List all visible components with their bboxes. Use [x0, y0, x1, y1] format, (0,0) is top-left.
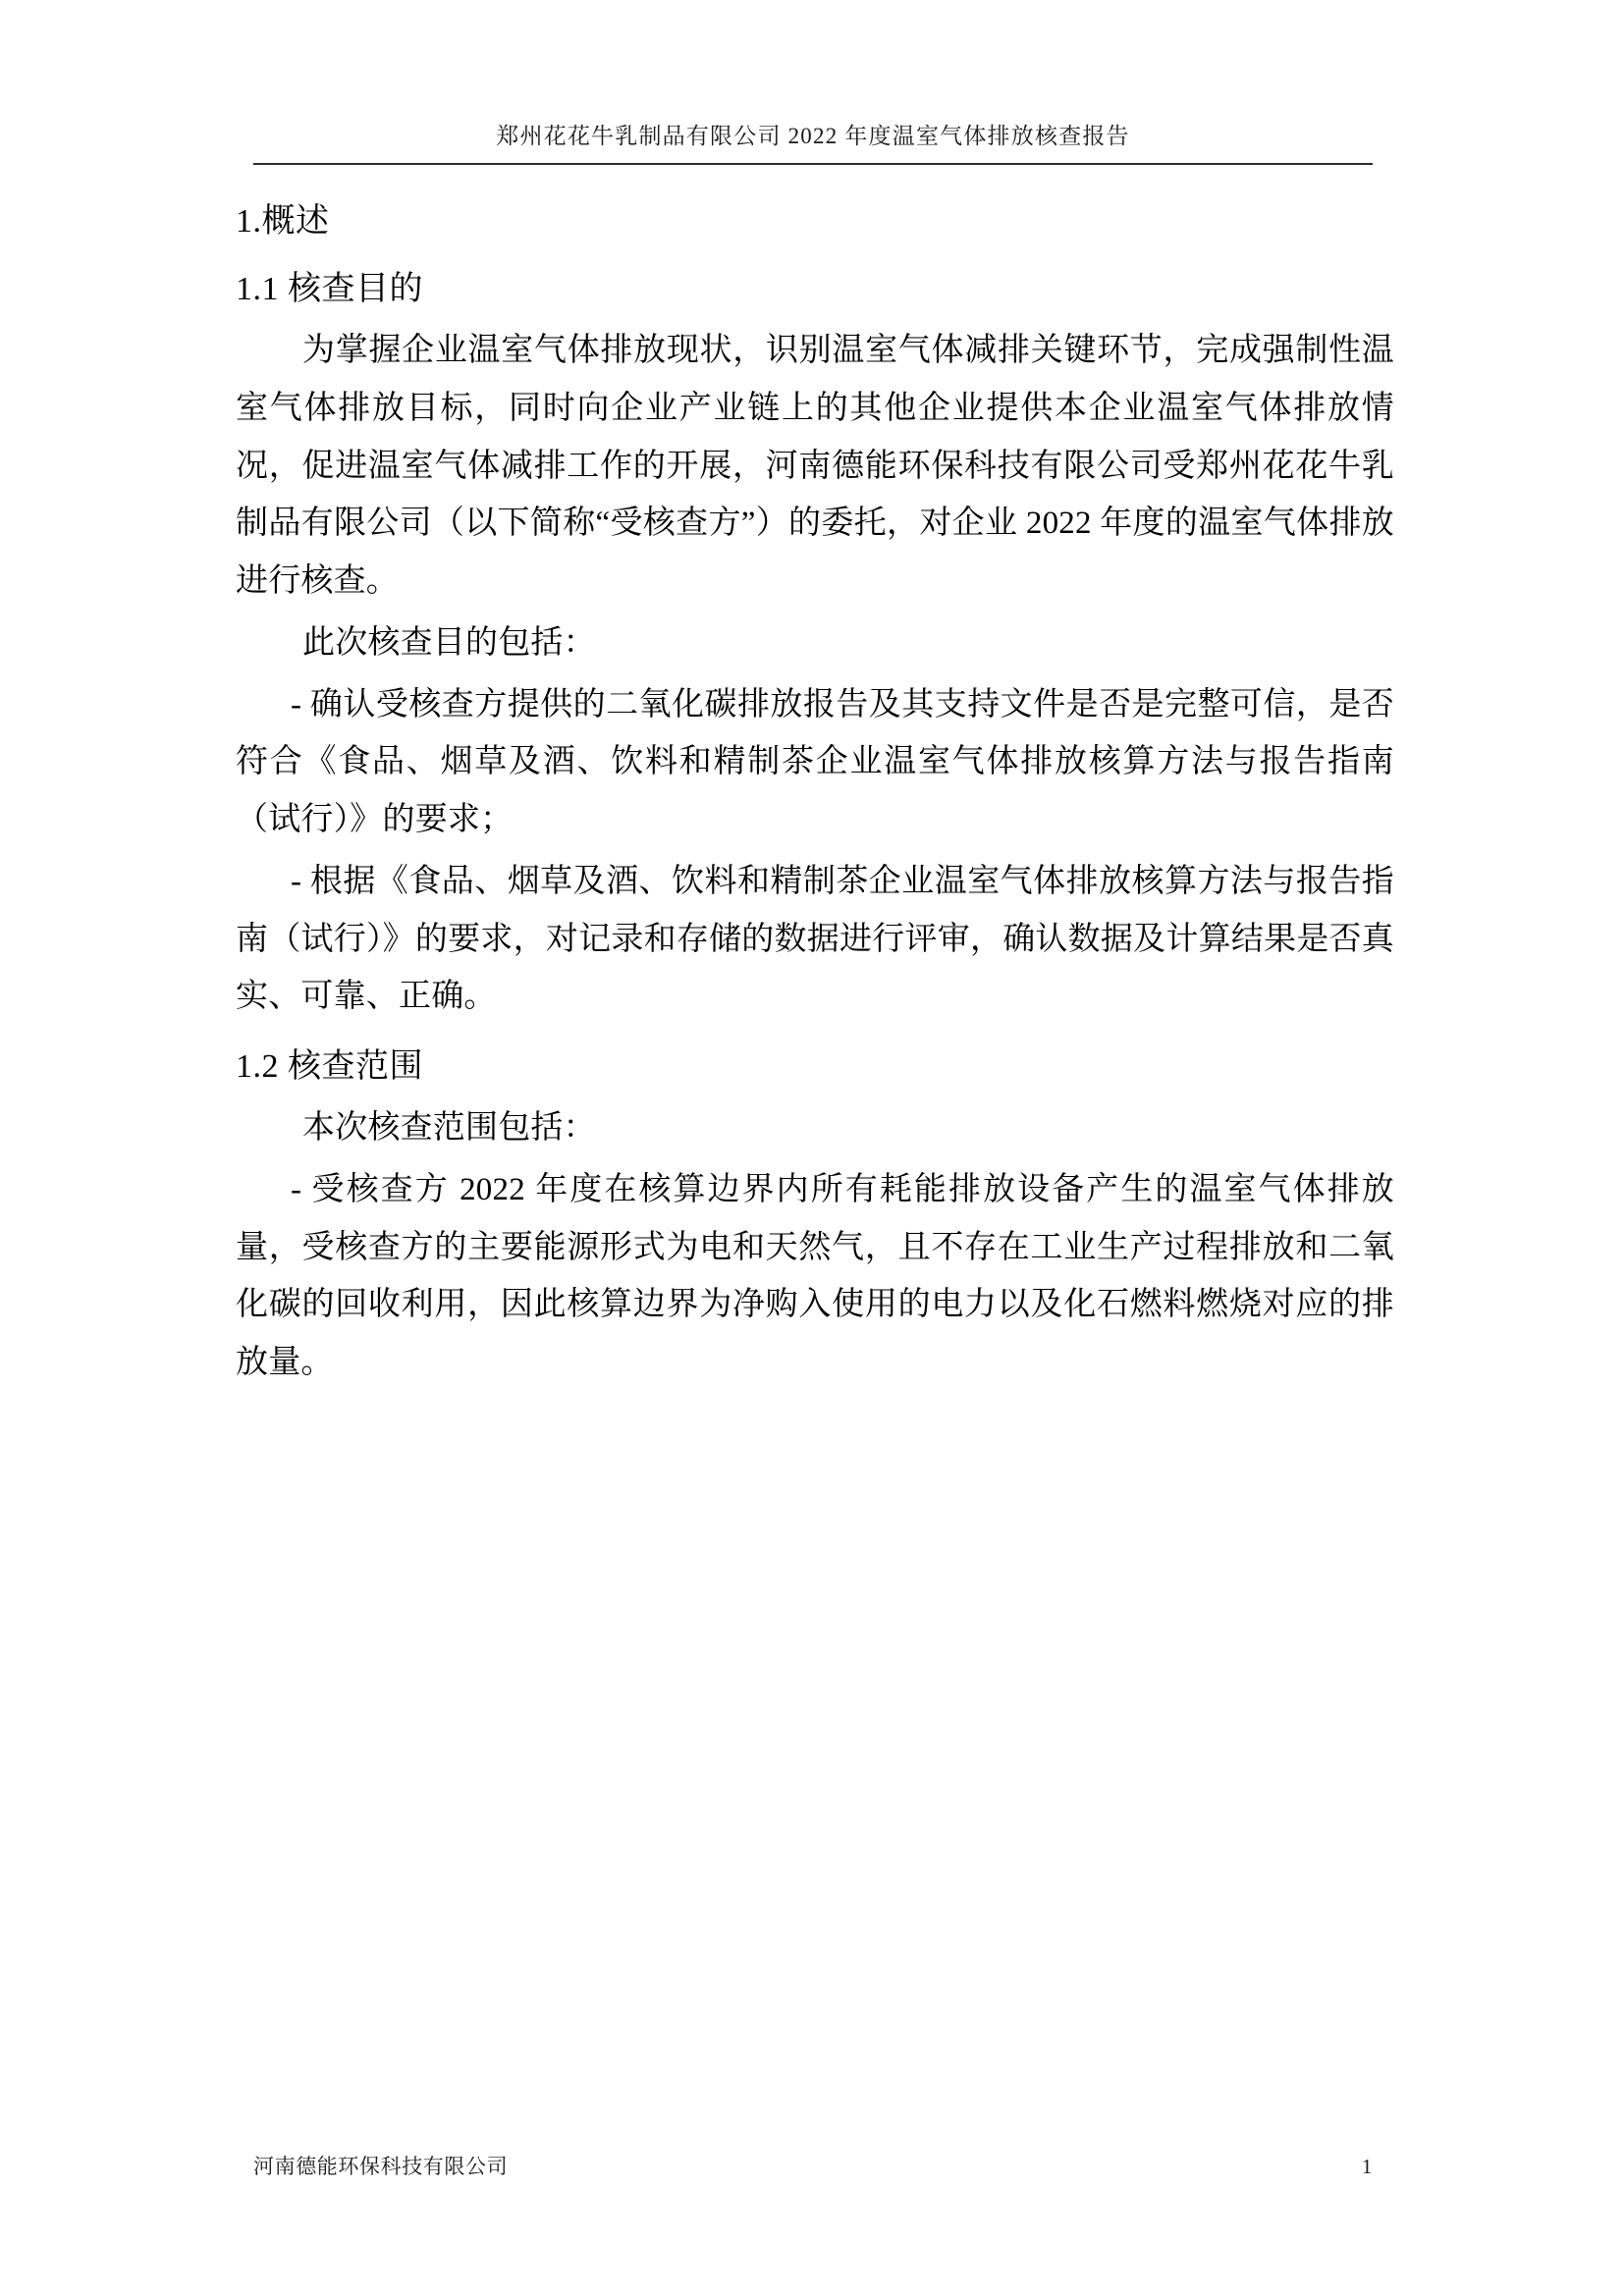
section-heading-1-2: 1.2 核查范围	[236, 1047, 423, 1085]
footer-company-name: 河南德能环保科技有限公司	[253, 2155, 509, 2178]
paragraph-scope-lead: 本次核查范围包括：	[302, 1110, 596, 1147]
paragraph-purpose-item-2: - 根据《食品、烟草及酒、饮料和精制茶企业温室气体排放核算方法与报告指南（试行）》的要求，对记录和存储的数据进行评审，确认数据及计算结果是否真实、可靠、正确。	[236, 863, 1394, 1015]
document-body	[236, 194, 1394, 1396]
header-divider	[253, 163, 1373, 165]
page-footer	[253, 2151, 1373, 2180]
section-heading-1-1: 1.1 核查目的	[236, 271, 423, 308]
paragraph-purpose-item-1: - 确认受核查方提供的二氧化碳排放报告及其支持文件是否是完整可信，是否符合《食品、烟草及酒、饮料和精制茶企业温室气体排放核算方法与报告指南（试行）》的要求；	[236, 686, 1394, 838]
footer-page-number: 1	[1361, 2155, 1373, 2178]
paragraph-scope-item-1: - 受核查方 2022 年度在核算边界内所有耗能排放设备产生的温室气体排放量，受核查方的主要能源形式为电和天然气，且不存在工业生产过程排放和二氧化碳的回收利用，因此核算边界为净购入使用的电力以及化石燃料燃烧对应的排放量。	[236, 1171, 1394, 1380]
running-header: 郑州花花牛乳制品有限公司 2022 年度温室气体排放核查报告	[496, 124, 1130, 148]
paragraph-purpose-intro: 为掌握企业温室气体排放现状，识别温室气体减排关键环节，完成强制性温室气体排放目标，同时向企业产业链上的其他企业提供本企业温室气体排放情况，促进温室气体减排工作的开展，河南德能环保科技有限公司受郑州花花牛乳制品有限公司（以下简称“受核查方”）的委托，对企业 2022 年度的温室气体排放进行核查。	[236, 333, 1394, 600]
paragraph-purpose-list-lead: 此次核查目的包括：	[302, 624, 596, 661]
section-heading-1: 1.概述	[236, 203, 330, 240]
